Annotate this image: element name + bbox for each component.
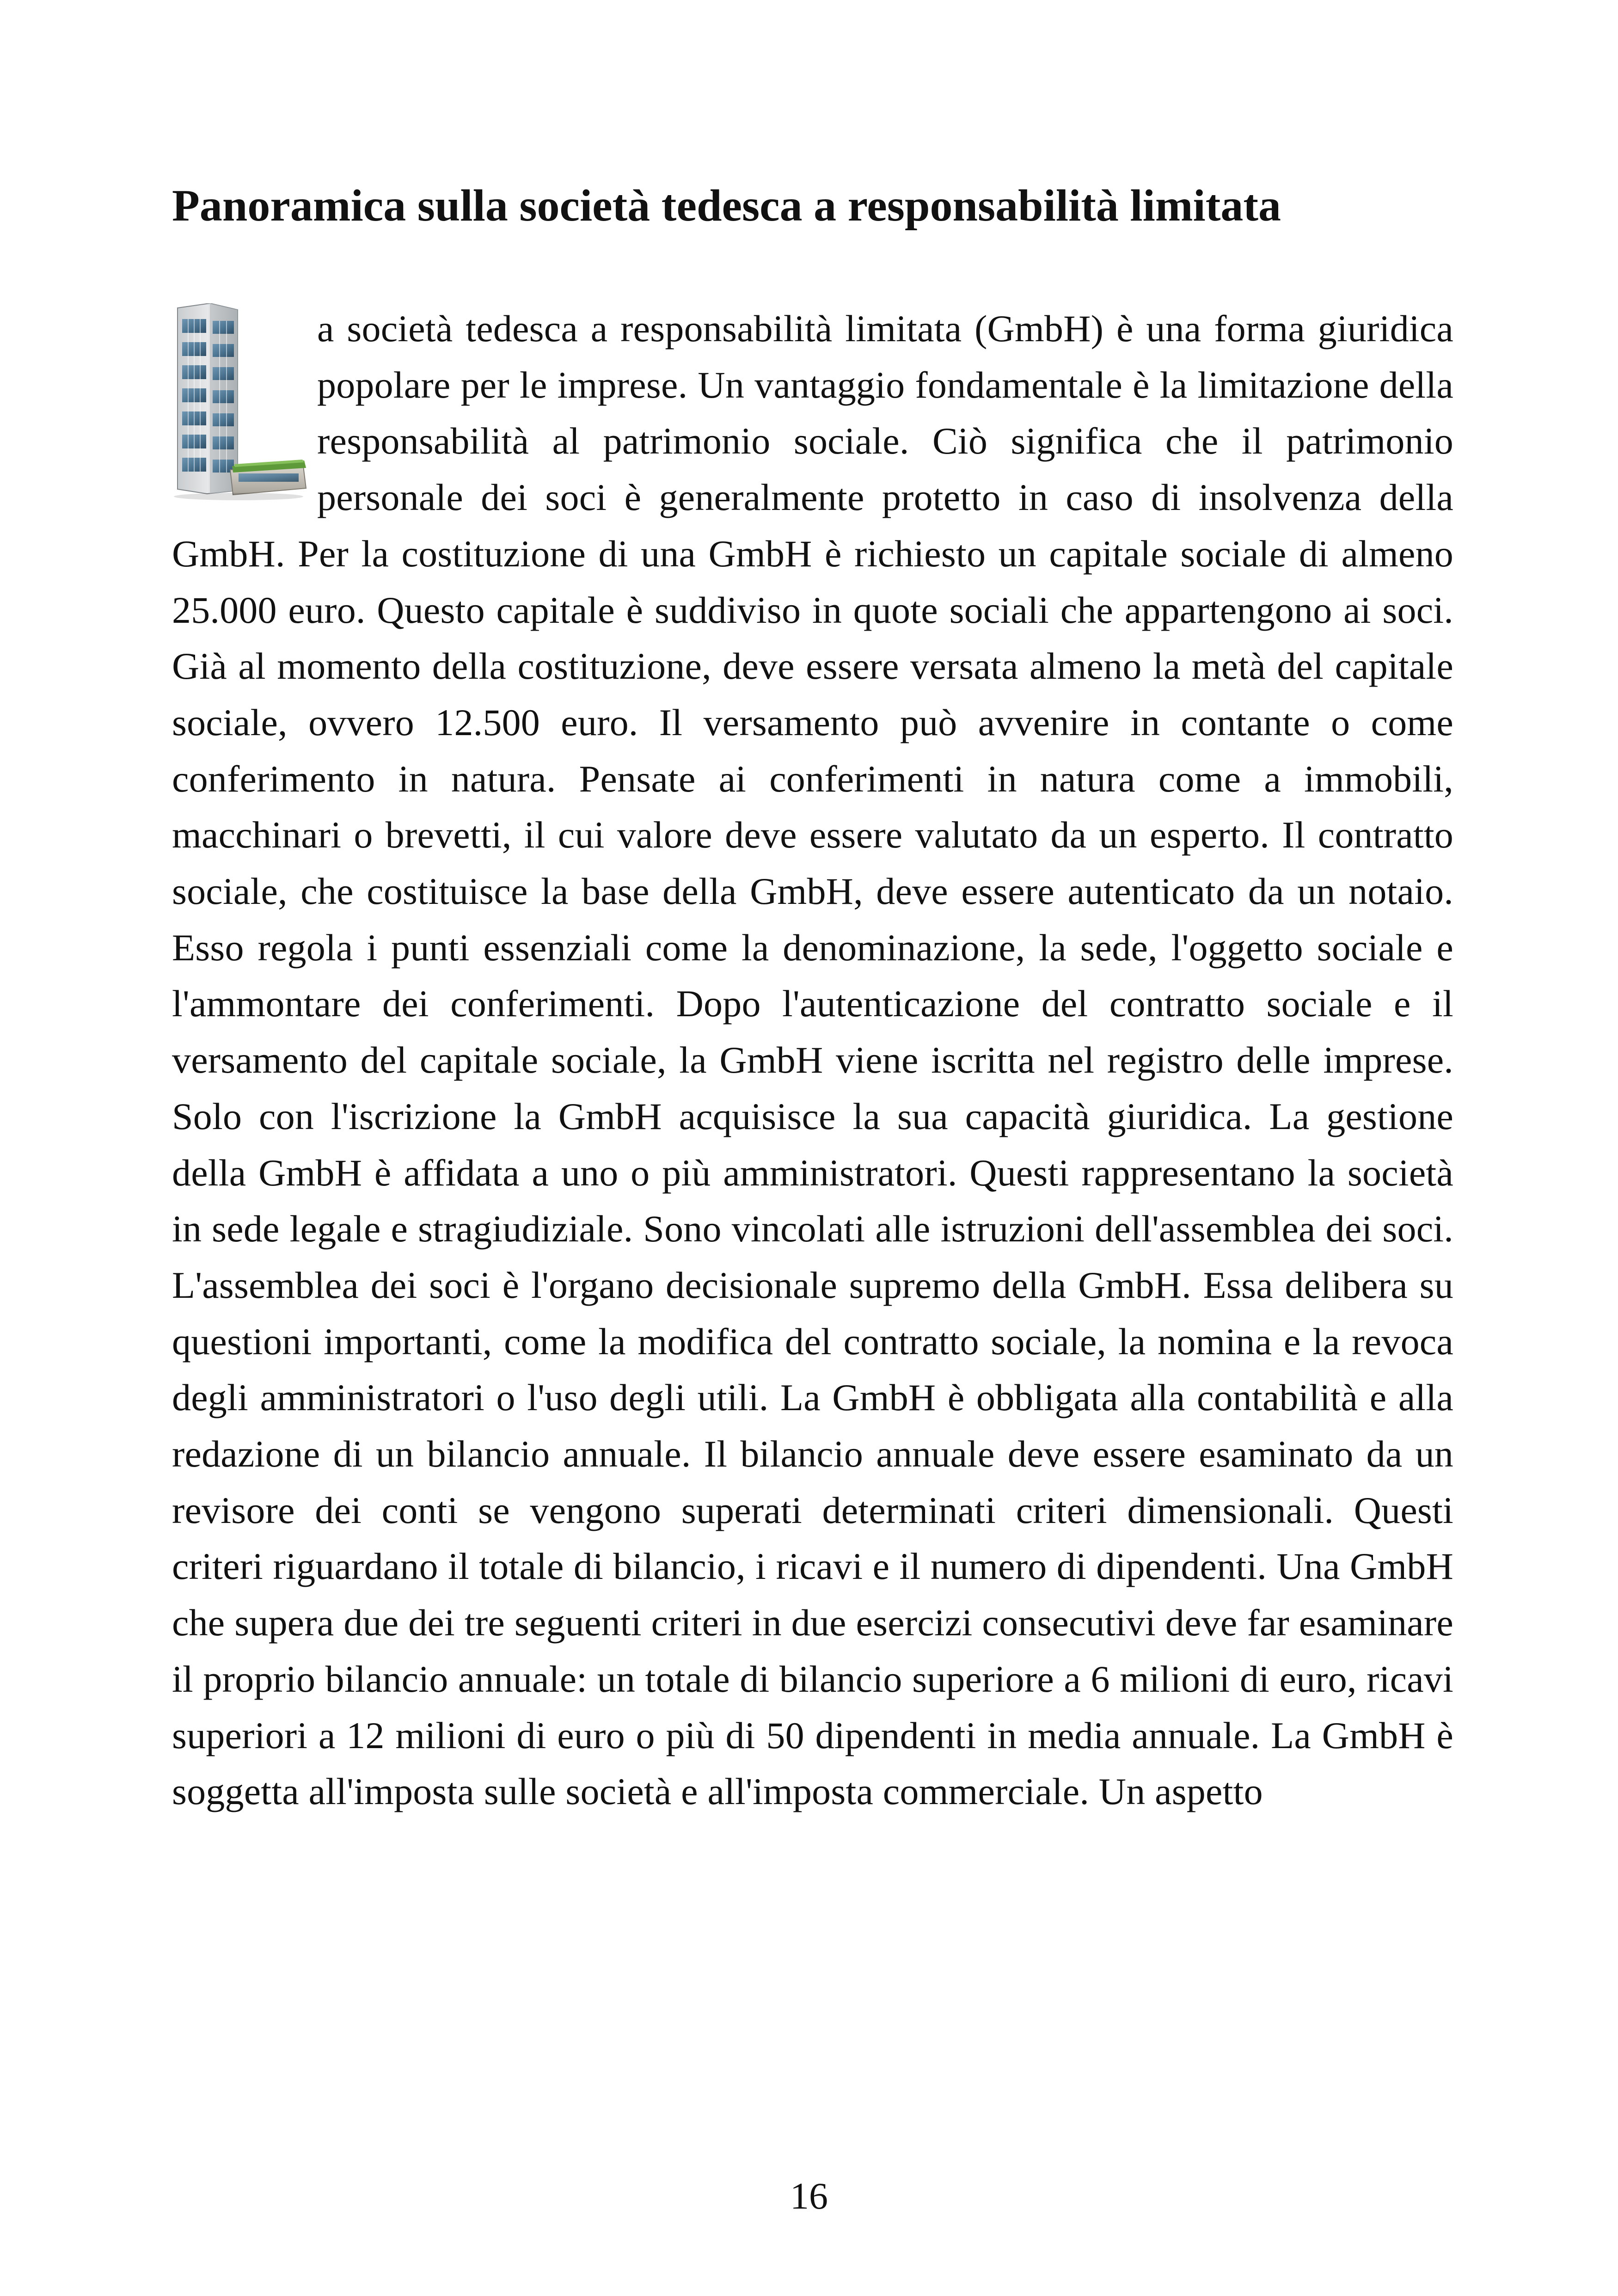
- building-icon: [169, 303, 308, 502]
- body-paragraph: [172, 301, 1453, 1820]
- body-paragraph-text: a società tedesca a responsabilità limitata (GmbH) è una forma giuridica popolare per le imprese. Un vantaggio fondamentale è la limitazione della responsabilità al patrimonio sociale. Ciò significa che il patrimonio personale dei soci è generalmente protetto in caso di insolvenza della GmbH. Per la costituzione di una GmbH è richiesto un capitale sociale di almeno 25.000 euro. Questo capitale è suddiviso in quote sociali che appartengono ai soci. Già al momento della costituzione, deve essere versata almeno la metà del capitale sociale, ovvero 12.500 euro. Il versamento può avvenire in contante o come conferimento in natura. Pensate ai conferimenti in natura come a immobili, macchinari o brevetti, il cui valore deve essere valutato da un esperto. Il contratto sociale, che costituisce la base della GmbH, deve essere autenticato da un notaio. Esso regola i punti essenziali come la denominazione, la sede, l'oggetto sociale e l'ammontare dei conferimenti. Dopo l'autenticazione del contratto sociale e il versamento del capitale sociale, la GmbH viene iscritta nel registro delle imprese. Solo con l'iscrizione la GmbH acquisisce la sua capacità giuridica. La gestione della GmbH è affidata a uno o più amministratori. Questi rappresentano la società in sede legale e stragiudiziale. Sono vincolati alle istruzioni dell'assemblea dei soci. L'assemblea dei soci è l'organo decisionale supremo della GmbH. Essa delibera su questioni importanti, come la modifica del contratto sociale, la nomina e la revoca degli amministratori o l'uso degli utili. La GmbH è obbligata alla contabilità e alla redazione di un bilancio annuale. Il bilancio annuale deve essere esaminato da un revisore dei conti se vengono superati determinati criteri dimensionali. Questi criteri riguardano il totale di bilancio, i ricavi e il numero di dipendenti. Una GmbH che supera due dei tre seguenti criteri in due esercizi consecutivi deve far esaminare il proprio bilancio annuale: un totale di bilancio superiore a 6 milioni di euro, ricavi superiori a 12 milioni di euro o più di 50 dipendenti in media annuale. La GmbH è soggetta all'imposta sulle società e all'imposta commerciale. Un aspetto: [172, 307, 1453, 1813]
- page-title: Panoramica sulla società tedesca a responsabilità limitata: [172, 181, 1281, 231]
- drop-cap-letter-l: [169, 303, 308, 502]
- page-number: 16: [790, 2175, 828, 2217]
